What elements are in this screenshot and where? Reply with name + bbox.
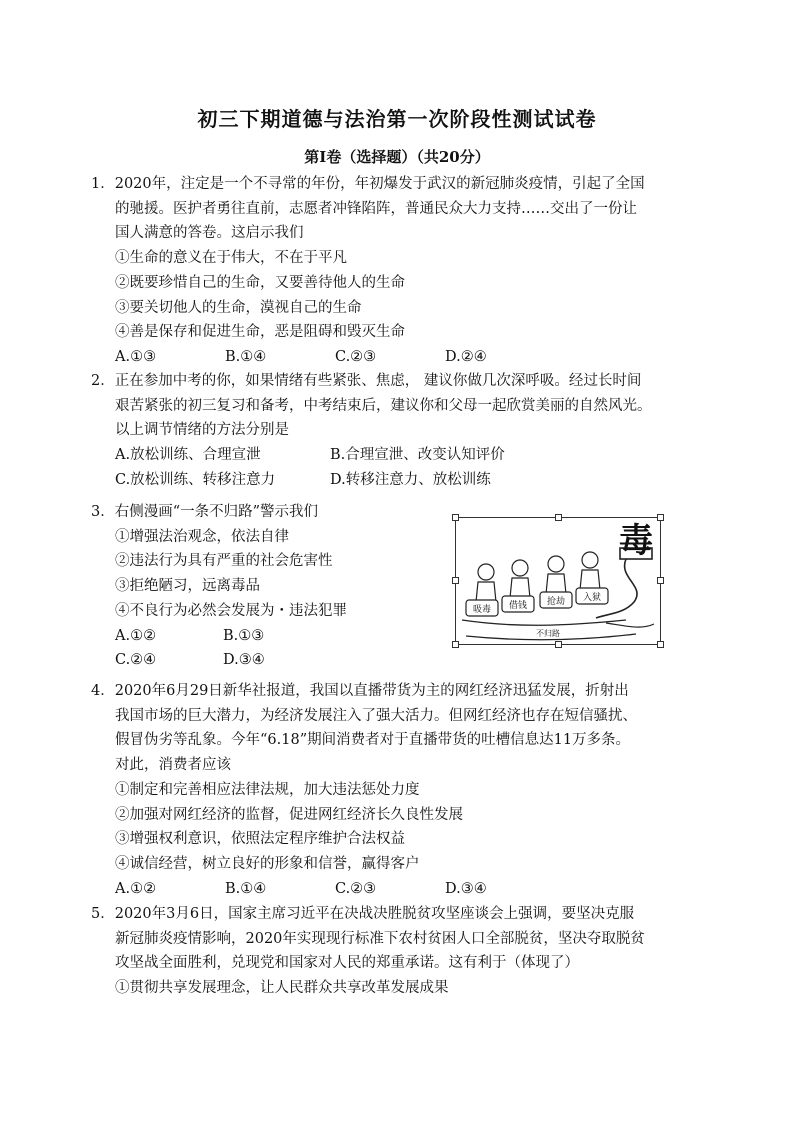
figure-body [546,574,566,594]
choice-b: B.①③ [223,627,265,644]
poison-character: 毒 [619,521,653,561]
question-3-line: 3．右侧漫画“一条不归路”警示我们 [91,504,319,520]
figure-body [580,570,600,590]
choice-c: C.②③ [335,880,377,897]
resize-handle [452,514,459,521]
question-5 [91,902,695,1001]
question-1-line: 的驰援。医护者勇往直前，志愿者冲锋陷阵，普通民众大力支持……交出了一份让 [115,200,637,217]
question-3-option: ①增强法治观念，依法自律 [115,528,289,545]
question-2-line: 以上调节情绪的方法分别是 [115,422,289,439]
figure-head [548,556,564,572]
question-3-choices [115,624,445,649]
choice-c: C.②③ [335,348,377,365]
question-1-option: ②既要珍惜自己的生命，又要善待他人的生命 [115,274,405,291]
question-2-line: 艰苦紧张的初三复习和备考，中考结束后，建议你和父母一起欣赏美丽的自然风光。 [115,397,652,414]
question-1-option: ③要关切他人的生命，漠视自己的生命 [115,299,362,316]
question-3-option: ③拒绝陋习，远离毒品 [115,578,260,595]
resize-handle [657,514,664,521]
question-3-option: ④不良行为必然会发展为・违法犯罪 [115,602,347,619]
figure-body [510,578,530,598]
question-4-option: ①制定和完善相应法律法规，加大违法惩处力度 [115,781,420,798]
rope-tail [606,623,654,627]
choice-c: C.②④ [115,652,157,669]
question-4-line: 假冒伪劣等乱象。今年“6.18”期间消费者对于直播带货的吐槽信息达11万多条。 [115,732,631,749]
cartoon-drawing [456,518,660,644]
question-1-line: 1．2020年，注定是一个不寻常的年份，年初爆发于武汉的新冠肺炎疫情，引起了全国 [91,176,645,192]
question-1 [91,172,695,370]
choice-a: A.①③ [115,348,157,365]
question-2 [91,369,695,493]
question-5-line: 攻坚战全面胜利，兑现党和国家对人民的郑重承诺。这有利于（体现了） [115,955,579,972]
figure-head [582,552,598,568]
question-5-option: ①贯彻共享发展理念，让人民群众共享改革发展成果 [115,980,449,997]
resize-handle [452,577,459,584]
cartoon-image [455,517,661,645]
figure-head [512,560,528,576]
question-4-option: ④诚信经营，树立良好的形象和信誉，赢得客户 [115,855,420,872]
question-3-option: ②违法行为具有严重的社会危害性 [115,553,333,570]
sign-label: 入狱 [582,593,602,603]
question-4-option: ③增强权利意识，依照法定程序维护合法权益 [115,831,405,848]
sign-label: 抢劫 [546,597,566,607]
figure-body [476,582,496,602]
question-5-line: 新冠肺炎疫情影响，2020年实现现行标准下农村贫困人口全部脱贫，坚决夺取脱贫 [115,930,645,947]
exam-title: 初三下期道德与法治第一次阶段性测试试卷 [197,107,597,131]
choice-a: A.放松训练、合理宣泄 [115,447,261,464]
resize-handle [555,641,562,648]
choice-d: D.③④ [223,652,265,669]
choice-d: D.转移注意力、放松训练 [330,471,491,488]
choice-b: B.①④ [225,880,267,897]
road-edge-top [462,620,626,625]
question-1-option: ④善是保存和促进生命，恶是阻碍和毁灭生命 [115,324,405,341]
choice-c: C.放松训练、转移注意力 [115,471,276,488]
question-2-choices [115,468,695,493]
question-4 [91,679,695,901]
resize-handle [555,514,562,521]
question-2-line: 2．正在参加中考的你，如果情绪有些紧张、焦虑， 建议你做几次深呼吸。经过长时间 [91,373,642,389]
question-1-option: ①生命的意义在于伟大，不在于平凡 [115,250,347,267]
question-4-choices [115,877,695,902]
choice-a: A.①② [115,627,157,644]
section-title: 第Ⅰ卷（选择题）（共20分） [304,148,490,166]
question-1-choices [115,345,695,370]
road-label: 不归路 [536,629,560,638]
figure-head [478,564,494,580]
question-5-line: 5．2020年3月6日，国家主席习近平在决战决胜脱贫攻坚座谈会上强调，要坚决克服 [91,906,635,922]
resize-handle [657,577,664,584]
question-4-line: 4．2020年6月29日新华社报道，我国以直播带货为主的网红经济迅猛发展，折射出 [91,683,629,699]
question-3-choices [115,648,445,673]
resize-handle [452,641,459,648]
choice-d: D.②④ [445,348,487,365]
question-4-option: ②加强对网红经济的监督，促进网红经济长久良性发展 [115,806,463,823]
sign-label: 借钱 [508,601,528,611]
question-3 [91,500,445,673]
sign-label: 吸毒 [472,605,492,615]
choice-b: B.①④ [225,348,267,365]
question-1-line: 国人满意的答卷。这启示我们 [115,225,304,242]
choice-d: D.③④ [445,880,487,897]
choice-a: A.①② [115,880,157,897]
question-4-line: 我国市场的巨大潜力，为经济发展注入了强大活力。但网红经济也存在短信骚扰、 [115,707,637,724]
choice-b: B.合理宣泄、改变认知评价 [330,447,505,464]
resize-handle [657,641,664,648]
question-4-line: 对此，消费者应该 [115,757,231,774]
question-2-choices [115,443,695,468]
